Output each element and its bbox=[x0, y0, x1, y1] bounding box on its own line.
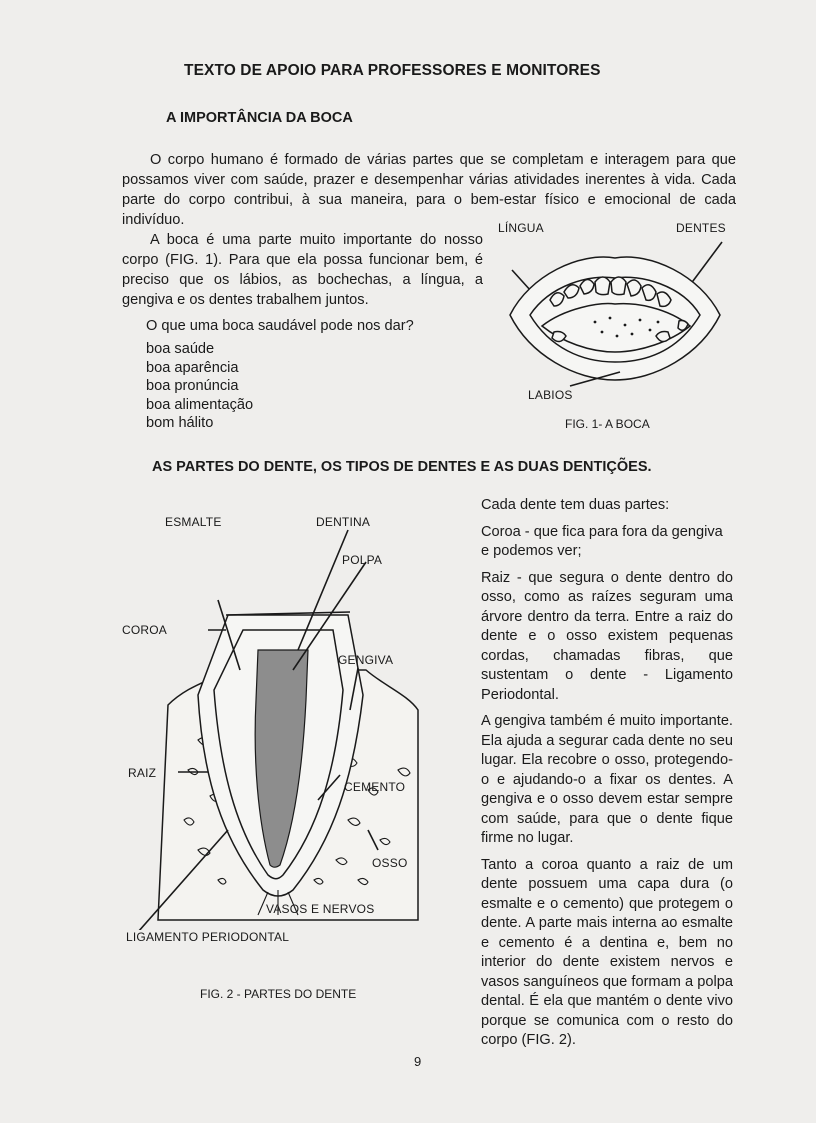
right-column-text bbox=[481, 496, 733, 1051]
label-dentes: DENTES bbox=[676, 221, 726, 235]
paragraph-boca: A boca é uma parte muito importante do nosso corpo (FIG. 1). Para que ela possa funcionar bem, é preciso que os lábios, as bochechas, a língua, a gengiva e os dentes trabalhem juntos. bbox=[122, 232, 483, 308]
label-ligamento-periodontal: LIGAMENTO PERIODONTAL bbox=[126, 930, 290, 944]
section-heading-importancia: A IMPORTÂNCIA DA BOCA bbox=[166, 110, 353, 126]
list-item: boa alimentação bbox=[146, 396, 254, 413]
page-number: 9 bbox=[414, 1054, 422, 1069]
list-item: bom hálito bbox=[146, 415, 214, 431]
fig1-caption: FIG. 1- A BOCA bbox=[565, 417, 650, 431]
label-cemento: CEMENTO bbox=[344, 780, 406, 794]
label-osso: OSSO bbox=[372, 856, 408, 870]
list-item: boa saúde bbox=[146, 341, 215, 357]
label-lingua: LÍNGUA bbox=[498, 221, 544, 235]
page-title: TEXTO DE APOIO PARA PROFESSORES E MONITORES bbox=[184, 62, 601, 79]
label-raiz: RAIZ bbox=[128, 766, 157, 780]
gengiva-text: A gengiva também é muito importante. Ela ajuda a segurar cada dente no seu lugar. Ela recobre o osso, protegendo-o e ajudando-o a fixar os dentes. A gengiva e o osso devem estar sempre com saúde, para que o dente fique firme no lugar. bbox=[481, 713, 733, 846]
label-vasos-nervos: VASOS E NERVOS bbox=[266, 902, 375, 916]
capa-text: Tanto a coroa quanto a raiz de um dente possuem uma capa dura (o esmalte e o cemento) que protegem o dente. A parte mais interna ao esmalte e cemento é a dentina e, bem no interior do dente existem nervos e vasos sanguíneos que formam a polpa dental. É ela que mantém o dente vivo porque se comunica com o resto do corpo (FIG. 2). bbox=[481, 856, 733, 1048]
label-gengiva: GENGIVA bbox=[338, 653, 394, 667]
fig2-caption: FIG. 2 - PARTES DO DENTE bbox=[200, 987, 357, 1001]
label-dentina: DENTINA bbox=[316, 515, 371, 529]
paragraph-corpo-humano: O corpo humano é formado de várias partes que se completam e interagem para que possamos viver com saúde, prazer e desempenhar várias atividades inerentes à vida. Cada parte do corpo contribui, à sua maneira, para o bem-estar físico e emocional de cada indivíduo. bbox=[122, 152, 736, 228]
list-item: boa pronúncia bbox=[146, 378, 239, 394]
coroa-text: Coroa - que fica para fora da gengiva e podemos ver; bbox=[481, 523, 723, 559]
list-item: boa aparência bbox=[146, 359, 239, 376]
label-esmalte: ESMALTE bbox=[165, 515, 222, 529]
label-polpa: POLPA bbox=[342, 553, 383, 567]
mouth-illustration bbox=[490, 230, 740, 410]
label-coroa: COROA bbox=[122, 623, 168, 637]
intro-text: Cada dente tem duas partes: bbox=[481, 497, 670, 513]
raiz-text: Raiz - que segura o dente dentro do osso, como as raízes seguram uma árvore dentro da terra. Entre a raiz do dente e o osso existem pequenas cordas, chamadas fibras, que sustentam o dente - Ligamento Periodontal. bbox=[481, 569, 733, 703]
benefits-list bbox=[146, 340, 253, 433]
label-labios: LABIOS bbox=[528, 388, 573, 402]
dentes-pointer-line bbox=[690, 242, 722, 285]
question-text: O que uma boca saudável pode nos dar? bbox=[146, 318, 414, 334]
section-heading-partes-dente: AS PARTES DO DENTE, OS TIPOS DE DENTES E AS DUAS DENTIÇÕES. bbox=[152, 459, 652, 475]
